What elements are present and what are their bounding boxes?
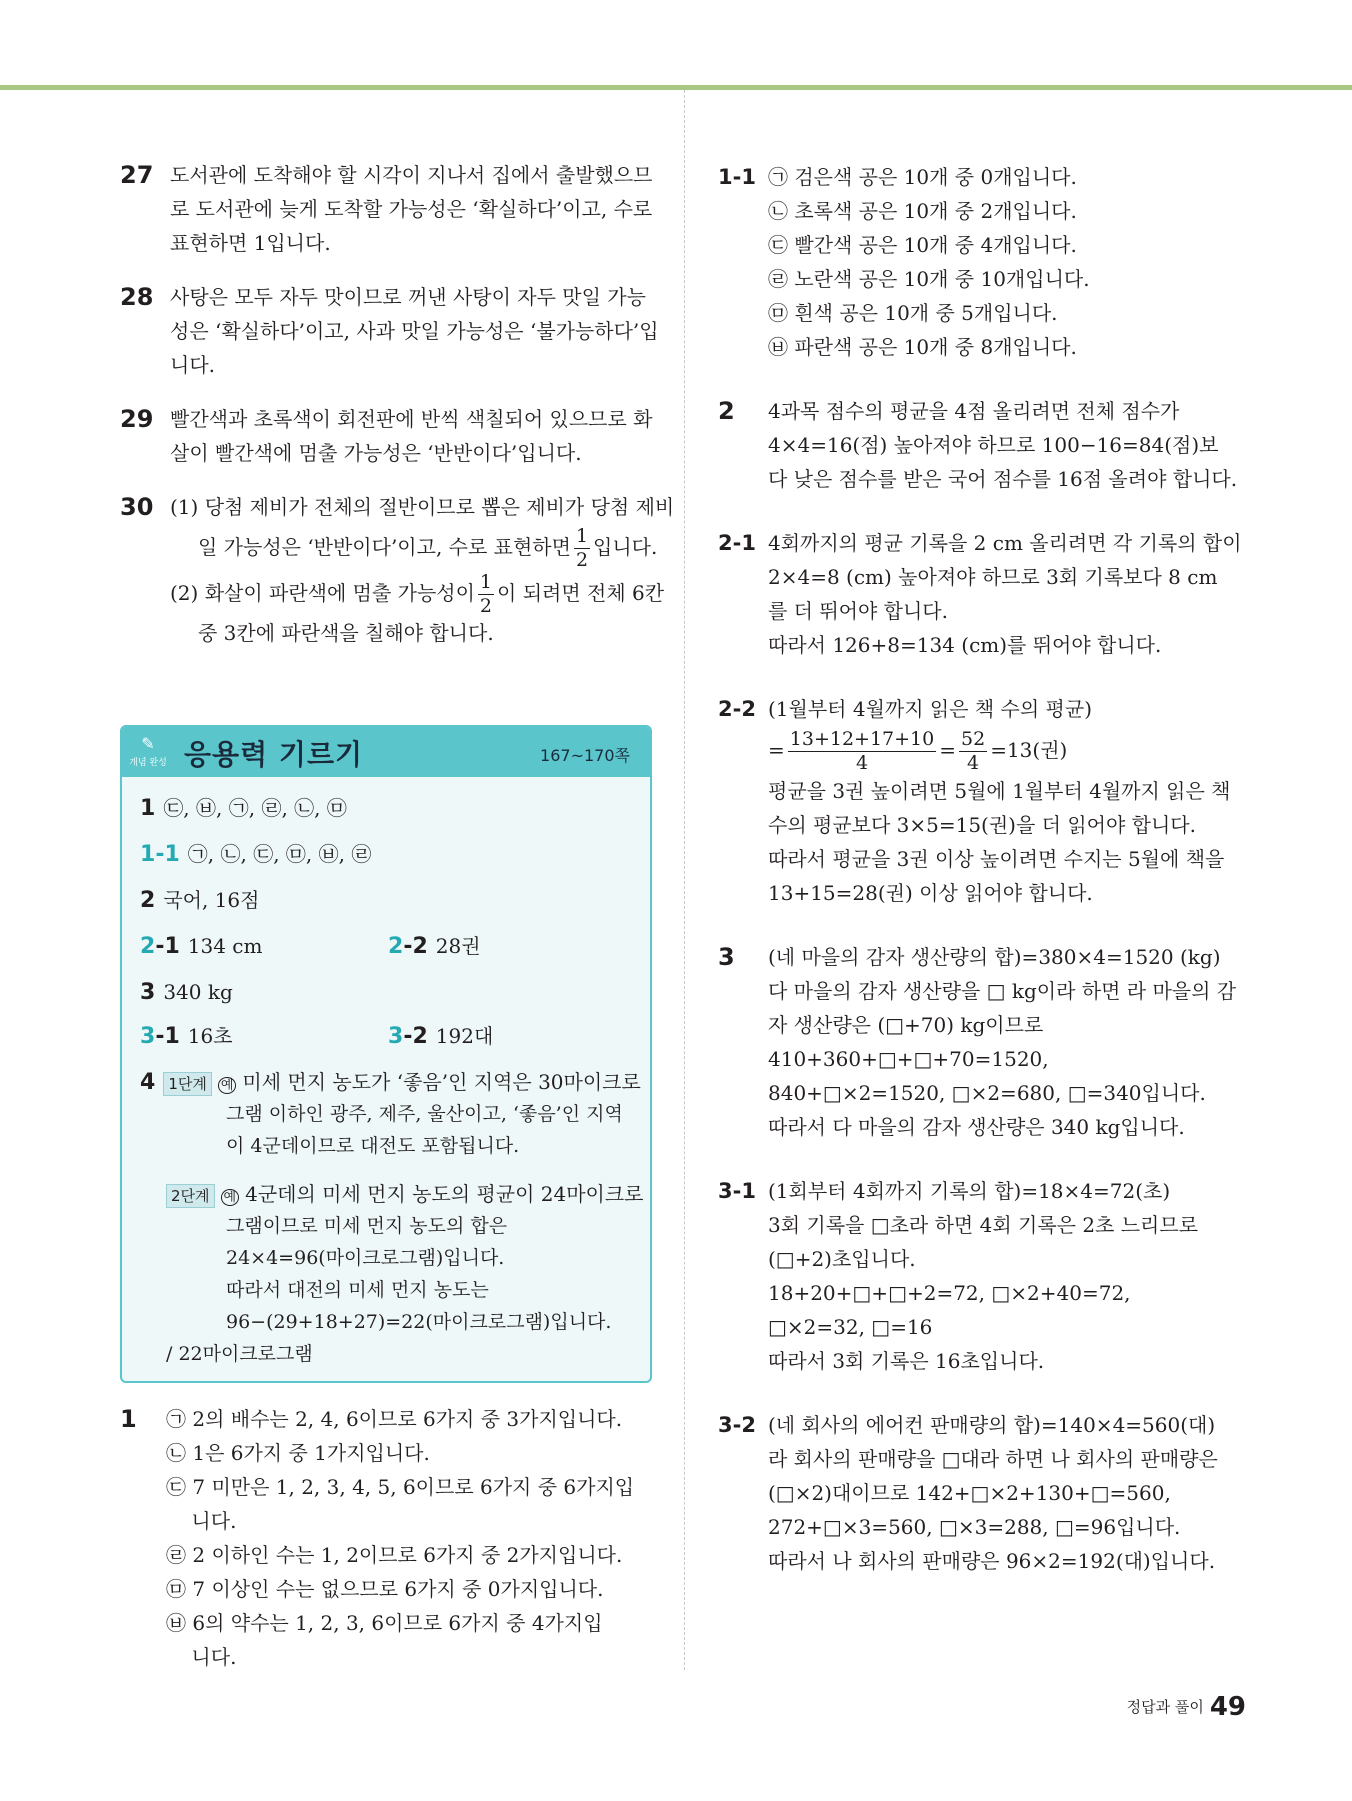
text-line: 840+□×2=1520, □×2=680, □=340입니다.: [768, 1081, 1206, 1105]
denominator: 4: [967, 752, 980, 774]
text-line: 410+360+□+□+70=1520,: [768, 1047, 1049, 1071]
text-line: ㉣ 2 이하인 수는 1, 2이므로 6가지 중 2가지입니다.: [166, 1543, 623, 1567]
fraction: [788, 730, 936, 773]
text-line: (□×2)대이므로 142+□×2+130+□=560,: [768, 1481, 1171, 1505]
right-column: [718, 160, 1258, 1596]
numerator: 1: [575, 525, 589, 547]
problem-3: [718, 940, 1258, 1144]
problem-number: 28: [120, 283, 154, 311]
answer-text: 28권: [435, 934, 481, 958]
equation-line: [768, 726, 1258, 774]
answer-1-1: [140, 839, 371, 870]
answer-number: 1: [140, 796, 156, 821]
fraction: [478, 573, 494, 616]
problem-number: 1-1: [718, 165, 756, 189]
text-line: ㉢ 7 미만은 1, 2, 3, 4, 5, 6이므로 6가지 중 6가지입: [166, 1475, 635, 1499]
problem-1-1: [718, 160, 1258, 364]
answer-subnumber: -1: [155, 934, 180, 959]
badge-label: 개념 완성: [129, 758, 167, 768]
text-line: 성은 ‘확실하다’이고, 사과 맛일 가능성은 ‘불가능하다’입: [170, 319, 659, 343]
denominator: 2: [479, 595, 493, 617]
answer-text: 미세 먼지 농도가 ‘좋음’인 지역은 30마이크로: [242, 1070, 641, 1094]
text-line: 따라서 다 마을의 감자 생산량은 340 kg입니다.: [768, 1115, 1185, 1139]
top-rule: [0, 85, 1352, 90]
text-line: 272+□×3=560, □×3=288, □=96입니다.: [768, 1515, 1181, 1539]
page-number: 49: [1209, 1692, 1246, 1722]
text-line: ㉡ 초록색 공은 10개 중 2개입니다.: [768, 199, 1077, 223]
text-line: 따라서 3회 기록은 16초입니다.: [768, 1349, 1045, 1373]
text-line: 니다.: [170, 353, 215, 377]
answer-number: 3: [140, 1024, 156, 1049]
text-line: 니다.: [166, 1509, 237, 1533]
text-line: 니다.: [166, 1645, 237, 1669]
text-line: 4×4=16(점) 높아져야 하므로 100−16=84(점)보: [768, 433, 1219, 457]
problem-1: [120, 1402, 660, 1674]
problem-2: [718, 394, 1258, 496]
text-line: 빨간색과 초록색이 회전판에 반씩 색칠되어 있으므로 화: [170, 407, 653, 431]
footer-label: 정답과 풀이: [1126, 1698, 1204, 1716]
answer-text: 이 4군데이므로 대전도 포함됩니다.: [226, 1135, 520, 1157]
answer-number: 3: [140, 980, 156, 1005]
problem-number: 3-1: [718, 1179, 756, 1203]
answer-subnumber: -1: [155, 842, 180, 867]
numerator: 13+12+17+10: [789, 728, 935, 750]
text-line: [170, 570, 665, 617]
problem-number: 29: [120, 405, 154, 433]
answer-subnumber: -2: [403, 934, 428, 959]
answer-number: 2: [140, 888, 156, 913]
step-badge: 2단계: [166, 1184, 215, 1208]
text-line: 3회 기록을 □초라 하면 4회 기록은 2초 느리므로: [768, 1213, 1199, 1237]
text-line: ㉡ 1은 6가지 중 1가지입니다.: [166, 1441, 430, 1465]
text-line: ㉥ 6의 약수는 1, 2, 3, 6이므로 6가지 중 4가지입: [166, 1611, 603, 1635]
text-line: 도서관에 도착해야 할 시각이 지나서 집에서 출발했으므: [170, 163, 653, 187]
text-line: 따라서 나 회사의 판매량은 96×2=192(대)입니다.: [768, 1549, 1216, 1573]
text-line: 자 생산량은 (□+70) kg이므로: [768, 1013, 1044, 1037]
text-part: =: [939, 738, 956, 762]
text-line: ㉠ 검은색 공은 10개 중 0개입니다.: [768, 165, 1077, 189]
text-line: ㉣ 노란색 공은 10개 중 10개입니다.: [768, 267, 1090, 291]
answer-text: 그램 이하인 광주, 제주, 울산이고, ‘좋음’인 지역: [226, 1103, 623, 1125]
answer-4-step2: [166, 1179, 644, 1213]
problem-number: 30: [120, 493, 154, 521]
answer-subnumber: -2: [403, 1024, 428, 1049]
answer-text: ㉢, ㉥, ㉠, ㉣, ㉡, ㉤: [163, 796, 347, 820]
text-line: (□+2)초입니다.: [768, 1247, 916, 1271]
text-line: ㉤ 7 이상인 수는 없으므로 6가지 중 0가지입니다.: [166, 1577, 604, 1601]
final-answer: / 22마이크로그램: [166, 1343, 313, 1365]
fraction: [574, 527, 590, 570]
answer-text: 340 kg: [163, 980, 233, 1004]
answer-4: [140, 1067, 641, 1101]
text-line: 수의 평균보다 3×5=15(권)을 더 읽어야 합니다.: [768, 813, 1196, 837]
page-range: 167~170쪽: [540, 746, 630, 765]
text-line: (1) 당첨 제비가 전체의 절반이므로 뽑은 제비가 당첨 제비: [170, 495, 675, 519]
text-line: 다 마을의 감자 생산량을 □ kg이라 하면 라 마을의 감: [768, 979, 1237, 1003]
text-line: 로 도서관에 늦게 도착할 가능성은 ‘확실하다’이고, 수로: [170, 197, 653, 221]
text-line: (네 회사의 에어컨 판매량의 합)=140×4=560(대): [768, 1413, 1216, 1437]
text-line: 라 회사의 판매량을 □대라 하면 나 회사의 판매량은: [768, 1447, 1218, 1471]
text-line: 를 더 뛰어야 합니다.: [768, 599, 948, 623]
text-line: 평균을 3권 높이려면 5월에 1월부터 4월까지 읽은 책: [768, 779, 1231, 803]
answer-number: 1: [140, 842, 156, 867]
answer-text: 192대: [435, 1024, 494, 1048]
text-line: 표현하면 1입니다.: [170, 231, 331, 255]
problem-number: 2: [718, 397, 735, 425]
problem-2-2: [718, 692, 1258, 910]
answer-text: 4군데의 미세 먼지 농도의 평균이 24마이크로: [245, 1182, 644, 1206]
denominator: 4: [855, 752, 869, 774]
answer-text: ㉠, ㉡, ㉢, ㉤, ㉥, ㉣: [187, 842, 372, 866]
text-line: 18+20+□+□+2=72, □×2+40=72,: [768, 1281, 1131, 1305]
left-column: [120, 158, 675, 668]
box-header: [122, 727, 650, 777]
problem-28: [120, 280, 660, 382]
answer-text: 24×4=96(마이크로그램)입니다.: [226, 1247, 505, 1269]
answer-number: 4: [140, 1070, 156, 1095]
denominator: 2: [575, 549, 589, 571]
numerator: 52: [961, 728, 986, 750]
example-mark: 예: [218, 1077, 237, 1094]
text-line: 다 낮은 점수를 받은 국어 점수를 16점 올려야 합니다.: [768, 467, 1238, 491]
answer-1: [140, 793, 347, 824]
answer-3-1: [140, 1021, 233, 1052]
answer-text: 국어, 16점: [163, 888, 260, 912]
text-line: ㉠ 2의 배수는 2, 4, 6이므로 6가지 중 3가지입니다.: [166, 1407, 623, 1431]
answer-number: 2: [140, 934, 156, 959]
problem-27: [120, 158, 660, 260]
concept-badge: [128, 733, 168, 771]
text-part: 이 되려면 전체 6칸: [497, 581, 665, 605]
text-part: (2) 화살이 파란색에 멈출 가능성이: [170, 581, 475, 605]
text-part: =: [768, 738, 785, 762]
problem-number: 2-2: [718, 697, 756, 721]
text-line: ㉢ 빨간색 공은 10개 중 4개입니다.: [768, 233, 1077, 257]
answer-number: 3: [388, 1024, 404, 1049]
box-title: 응용력 기르기: [184, 738, 364, 771]
answer-text: 134 cm: [187, 934, 263, 958]
text-line: 사탕은 모두 자두 맛이므로 꺼낸 사탕이 자두 맛일 가능: [170, 285, 646, 309]
problem-30: [120, 490, 675, 650]
example-mark: 예: [221, 1189, 240, 1206]
text-line: □×2=32, □=16: [768, 1315, 933, 1339]
text-line: 2×4=8 (cm) 높아져야 하므로 3회 기록보다 8 cm: [768, 565, 1218, 589]
problem-1-solution: [120, 1402, 660, 1692]
text-line: 살이 빨간색에 멈출 가능성은 ‘반반이다’입니다.: [170, 441, 582, 465]
answer-text: 따라서 대전의 미세 먼지 농도는: [226, 1279, 489, 1301]
text-part: 입니다.: [593, 535, 658, 559]
problem-3-1: [718, 1174, 1258, 1378]
text-line: 따라서 126+8=134 (cm)를 뛰어야 합니다.: [768, 633, 1162, 657]
answer-summary-box: [120, 725, 652, 1383]
numerator: 1: [479, 571, 493, 593]
text-line: ㉤ 흰색 공은 10개 중 5개입니다.: [768, 301, 1058, 325]
problem-number: 27: [120, 161, 154, 189]
page-footer: [1127, 1692, 1246, 1722]
text-line: 4회까지의 평균 기록을 2 cm 올리려면 각 기록의 합이: [768, 531, 1242, 555]
answer-text: 16초: [187, 1024, 233, 1048]
text-part: =13(권): [990, 738, 1068, 762]
answer-2: [140, 885, 259, 916]
answer-3: [140, 977, 233, 1008]
problem-number: 3: [718, 943, 735, 971]
problem-29: [120, 402, 660, 470]
pencil-icon: ✎: [141, 734, 155, 753]
text-line: (1월부터 4월까지 읽은 책 수의 평균): [768, 697, 1093, 721]
text-line: 따라서 평균을 3권 이상 높이려면 수지는 5월에 책을: [768, 847, 1225, 871]
answer-2-2: [388, 931, 481, 962]
problem-number: 3-2: [718, 1413, 756, 1437]
text-line: (네 마을의 감자 생산량의 합)=380×4=1520 (kg): [768, 945, 1221, 969]
text-line: (1회부터 4회까지 기록의 합)=18×4=72(초): [768, 1179, 1171, 1203]
column-divider: [684, 90, 685, 1670]
problem-number: 1: [120, 1405, 137, 1433]
answer-text: 96−(29+18+27)=22(마이크로그램)입니다.: [226, 1311, 612, 1333]
text-line: 13+15=28(권) 이상 읽어야 합니다.: [768, 881, 1093, 905]
answer-subnumber: -1: [155, 1024, 180, 1049]
text-part: 일 가능성은 ‘반반이다’이고, 수로 표현하면: [198, 535, 571, 559]
answer-2-1: [140, 931, 262, 962]
step-badge: 1단계: [163, 1072, 212, 1096]
problem-number: 2-1: [718, 531, 756, 555]
text-line: ㉥ 파란색 공은 10개 중 8개입니다.: [768, 335, 1077, 359]
text-line: 중 3칸에 파란색을 칠해야 합니다.: [198, 621, 494, 645]
problem-2-1: [718, 526, 1258, 662]
answer-number: 2: [388, 934, 404, 959]
problem-3-2: [718, 1408, 1258, 1578]
text-line: 4과목 점수의 평균을 4점 올리려면 전체 점수가: [768, 399, 1180, 423]
text-line: [170, 524, 660, 570]
answer-3-2: [388, 1021, 493, 1052]
fraction: [959, 730, 987, 773]
answer-text: 그램이므로 미세 먼지 농도의 합은: [226, 1215, 508, 1237]
